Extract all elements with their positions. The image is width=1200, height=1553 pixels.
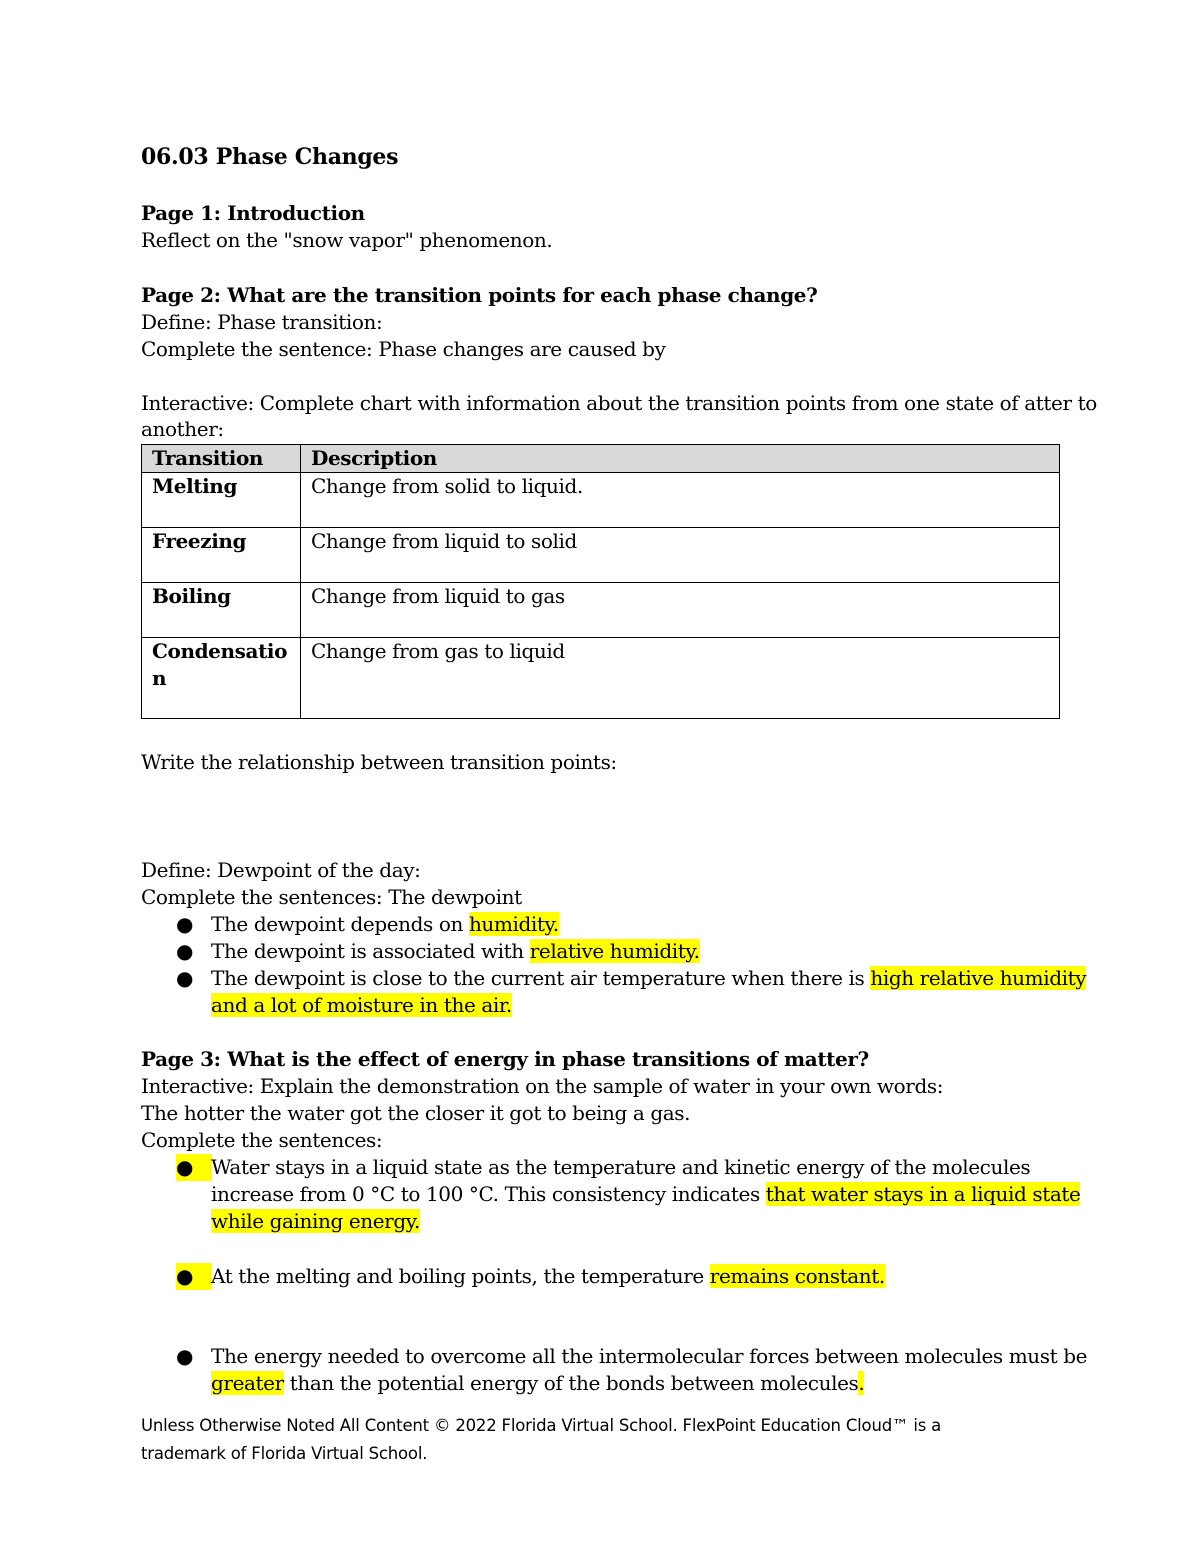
dewpoint-complete: Complete the sentences: The dewpoint: [141, 885, 522, 909]
highlighted-answer: and a lot of moisture in the air.: [211, 993, 512, 1017]
bullet-icon: ●: [176, 966, 194, 990]
table-row: [142, 638, 1060, 719]
list-item: The dewpoint depends on humidity.: [211, 912, 559, 936]
table-row: [142, 473, 1060, 528]
page2-heading: Page 2: What are the transition points for each phase change?: [141, 283, 818, 307]
highlighted-answer: humidity.: [468, 912, 559, 936]
column-header: Transition: [142, 445, 301, 473]
footer: [141, 1412, 1059, 1468]
page3-interactive: Interactive: Explain the demonstration on the sample of water in your own words:: [141, 1074, 944, 1098]
highlighted-answer: high relative humidity: [870, 966, 1087, 990]
bullet-icon: ●: [176, 939, 194, 963]
bullet-icon: ●: [176, 1154, 212, 1181]
description-cell: Change from liquid to gas: [301, 583, 1060, 638]
highlighted-answer: while gaining energy.: [211, 1209, 420, 1233]
list-item: The energy needed to overcome all the intermolecular forces between molecules must be greater than the potential energy of the bonds between molecules.: [211, 1344, 1088, 1395]
transition-cell: Freezing: [142, 528, 301, 583]
page3-complete: Complete the sentences:: [141, 1128, 383, 1152]
highlighted-answer: greater: [211, 1371, 284, 1395]
dewpoint-define: Define: Dewpoint of the day:: [141, 858, 421, 882]
transition-cell: Melting: [142, 473, 301, 528]
page3-heading: Page 3: What is the effect of energy in phase transitions of matter?: [141, 1047, 869, 1071]
table-row: [142, 583, 1060, 638]
list-item: Water stays in a liquid state as the temperature and kinetic energy of the molecules increase from 0 °C to 100 °C. This consistency indicates that water stays in a liquid state while gaining energy.: [211, 1155, 1081, 1233]
description-cell: Change from solid to liquid.: [301, 473, 1060, 528]
page-title: 06.03 Phase Changes: [141, 144, 399, 170]
transition-chart: [141, 444, 1060, 719]
page1-heading: Page 1: Introduction: [141, 201, 365, 225]
description-cell: Change from gas to liquid: [301, 638, 1060, 719]
phase-change-complete: Complete the sentence: Phase changes are caused by: [141, 337, 666, 361]
highlighted-answer: remains constant.: [709, 1264, 885, 1288]
relationship-prompt: Write the relationship between transition points:: [141, 750, 617, 774]
table-row: [142, 528, 1060, 583]
highlighted-answer: that water stays in a liquid state: [765, 1182, 1081, 1206]
page3-answer: The hotter the water got the closer it got to being a gas.: [141, 1101, 691, 1125]
list-item: At the melting and boiling points, the temperature remains constant.: [211, 1264, 885, 1288]
bullet-icon: ●: [176, 1344, 194, 1368]
list-item: The dewpoint is close to the current air temperature when there is high relative humidity and a lot of moisture in the air.: [211, 966, 1087, 1017]
phase-transition-define: Define: Phase transition:: [141, 310, 383, 334]
transition-cell: Boiling: [142, 583, 301, 638]
page1-text: Reflect on the "snow vapor" phenomenon.: [141, 228, 553, 252]
footer-line: trademark of Florida Virtual School.: [141, 1444, 428, 1463]
interactive-instruction-line2: another:: [141, 417, 224, 441]
interactive-instruction-line1: Interactive: Complete chart with information about the transition points from one state of atter to: [141, 391, 1097, 415]
transition-cell: Condensation: [142, 638, 301, 719]
bullet-icon: ●: [176, 912, 194, 936]
description-cell: Change from liquid to solid: [301, 528, 1060, 583]
column-header: Description: [301, 445, 1060, 473]
bullet-icon: ●: [176, 1263, 212, 1290]
highlighted-answer: relative humidity.: [529, 939, 700, 963]
list-item: The dewpoint is associated with relative humidity.: [211, 939, 700, 963]
table-header-row: [142, 445, 1060, 473]
footer-line: Unless Otherwise Noted All Content © 2022 Florida Virtual School. FlexPoint Education Cloud™ is a: [141, 1416, 942, 1435]
